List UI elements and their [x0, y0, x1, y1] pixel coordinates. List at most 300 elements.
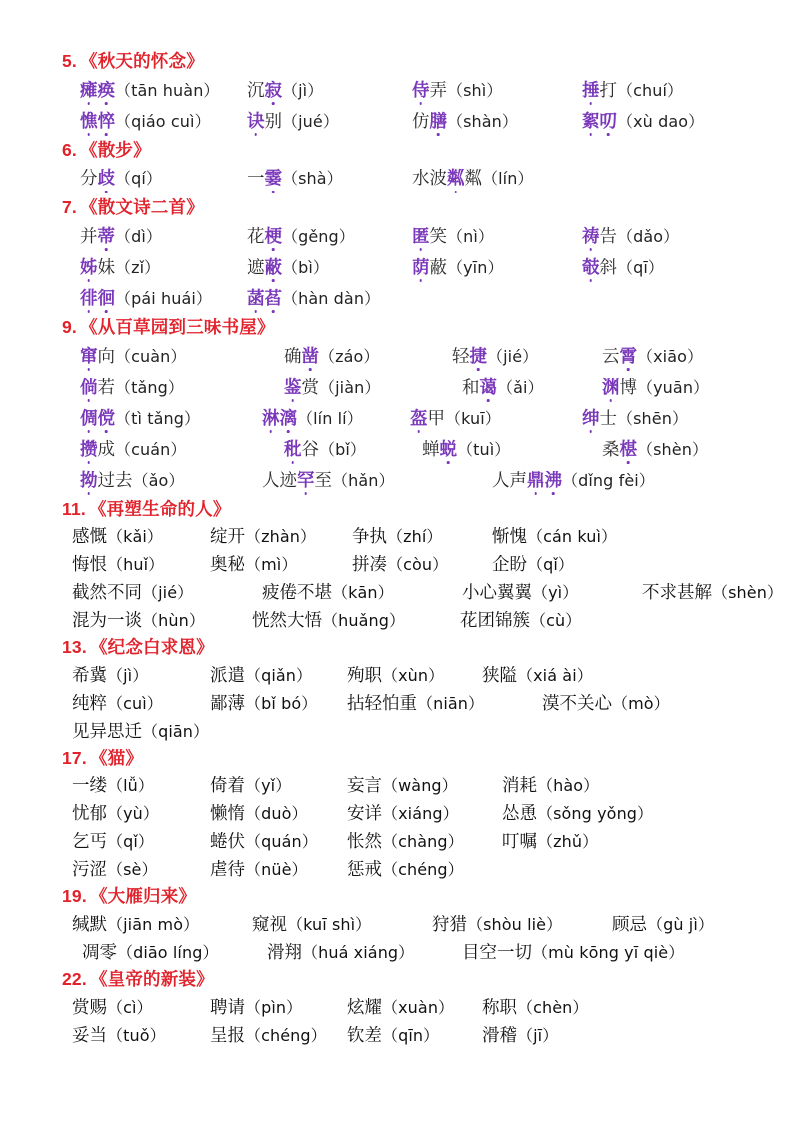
section-19 — [62, 886, 775, 966]
word-entry — [210, 993, 302, 1022]
section-rows — [62, 661, 775, 745]
pinyin-annotation: （shèn） — [712, 583, 784, 603]
section-heading — [62, 886, 775, 907]
word-entry — [247, 221, 355, 252]
word-entry — [612, 910, 714, 939]
section-rows — [62, 163, 775, 194]
word-entry — [492, 550, 574, 579]
highlight-char: 膳 — [430, 106, 448, 137]
highlighted-chars — [284, 377, 302, 397]
highlight-char: 叨 — [600, 106, 618, 137]
word-suffix: 斜 — [599, 256, 617, 277]
word-entry — [80, 434, 186, 465]
word-text: 不求甚解 — [642, 582, 712, 603]
word-entry — [452, 341, 538, 372]
highlighted-chars — [284, 439, 302, 459]
pinyin-annotation: （shòu liè） — [467, 915, 563, 935]
pinyin-annotation: （dǎo） — [617, 226, 680, 246]
word-text: 拈轻怕重 — [347, 692, 417, 713]
highlight-char: 徘 — [80, 283, 98, 314]
word-entry — [80, 252, 160, 283]
word-entry — [80, 283, 212, 314]
word-entry — [262, 465, 395, 496]
word-prefix: 并 — [80, 225, 98, 246]
section-number: 22. — [62, 969, 87, 990]
word-entry — [262, 578, 394, 607]
word-entry — [412, 75, 502, 106]
pinyin-annotation: （yǐ） — [245, 776, 292, 796]
highlight-char: 鉴 — [284, 372, 302, 403]
word-prefix: 人声 — [492, 469, 527, 490]
word-entry — [642, 578, 783, 607]
highlight-char: 痪 — [98, 75, 116, 106]
word-entry — [582, 75, 683, 106]
highlighted-chars — [262, 408, 297, 428]
pinyin-annotation: （jì） — [282, 80, 324, 100]
highlight-char: 蔽 — [265, 252, 283, 283]
highlighted-chars — [412, 226, 430, 246]
pinyin-annotation: （duò） — [245, 804, 308, 824]
word-text: 拼凑 — [352, 554, 387, 575]
pinyin-annotation: （xiāo） — [637, 346, 704, 366]
word-entry — [347, 1021, 439, 1050]
word-text: 聘请 — [210, 996, 245, 1017]
highlight-char: 菡 — [247, 283, 265, 314]
section-title-text: 《大雁归来》 — [89, 886, 197, 907]
section-title-text: 《从百草园到三味书屋》 — [80, 316, 275, 337]
word-text: 混为一谈 — [72, 610, 142, 631]
pinyin-annotation: （bǐ） — [319, 439, 367, 459]
section-rows — [62, 341, 775, 496]
word-entry — [72, 1021, 166, 1050]
pinyin-annotation: （cì） — [107, 997, 153, 1017]
word-suffix: 若 — [97, 376, 115, 397]
word-entry — [210, 1021, 327, 1050]
highlight-char: 盔 — [410, 403, 428, 434]
word-row — [62, 75, 775, 106]
pinyin-annotation: （jué） — [282, 111, 339, 131]
pinyin-annotation: （lǚ） — [107, 776, 154, 796]
section-7 — [62, 197, 775, 314]
word-entry — [502, 771, 599, 800]
word-entry — [347, 799, 459, 828]
section-rows — [62, 910, 775, 966]
pinyin-annotation: （mì） — [245, 555, 298, 575]
highlight-char: 捶 — [582, 75, 600, 106]
word-text: 一缕 — [72, 775, 107, 796]
word-text: 争执 — [352, 526, 387, 547]
highlight-char: 渊 — [602, 372, 620, 403]
word-entry — [80, 221, 162, 252]
highlighted-chars — [247, 288, 282, 308]
highlight-char: 攒 — [80, 434, 98, 465]
section-heading — [62, 748, 775, 769]
highlight-char: 悴 — [98, 106, 116, 137]
word-text: 怂恿 — [502, 803, 537, 824]
pinyin-annotation: （huǐ） — [107, 555, 165, 575]
word-text: 目空一切 — [462, 942, 532, 963]
pinyin-annotation: （yù） — [107, 804, 160, 824]
word-prefix: 确 — [284, 345, 302, 366]
highlighted-chars — [98, 226, 116, 246]
word-text: 漠不关心 — [542, 692, 612, 713]
word-text: 凋零 — [82, 942, 117, 963]
pinyin-annotation: （cuán） — [115, 439, 187, 459]
word-row — [62, 465, 775, 496]
word-prefix: 人迹 — [262, 469, 297, 490]
word-entry — [284, 434, 366, 465]
word-suffix: 妹 — [97, 256, 115, 277]
word-entry — [460, 606, 581, 635]
word-text: 蜷伏 — [210, 831, 245, 852]
section-6 — [62, 140, 775, 195]
pinyin-annotation: （tuǒ） — [107, 1025, 166, 1045]
word-entry — [247, 75, 323, 106]
section-17 — [62, 748, 775, 884]
pinyin-annotation: （bì） — [282, 257, 330, 277]
highlighted-chars — [582, 257, 600, 277]
pinyin-annotation: （xiáng） — [382, 804, 459, 824]
highlight-char: 荫 — [412, 252, 430, 283]
pinyin-annotation: （shēn） — [617, 408, 689, 428]
word-entry — [72, 910, 199, 939]
highlighted-chars — [265, 80, 283, 100]
word-entry — [72, 717, 209, 746]
highlight-char: 歧 — [98, 163, 116, 194]
word-row — [62, 910, 775, 938]
highlight-char: 徊 — [98, 283, 116, 314]
word-row — [62, 550, 775, 578]
highlight-char: 绅 — [582, 403, 600, 434]
section-title-text: 《再塑生命的人》 — [88, 498, 231, 519]
highlight-char: 椹 — [620, 434, 638, 465]
pinyin-annotation: （dì） — [115, 226, 163, 246]
pinyin-annotation: （pái huái） — [115, 288, 213, 308]
highlight-char: 鼎 — [527, 465, 545, 496]
word-text: 疲倦不堪 — [262, 582, 332, 603]
section-13 — [62, 637, 775, 745]
pinyin-annotation: （xiá ài） — [517, 665, 593, 685]
pinyin-annotation: （yuān） — [637, 377, 710, 397]
pinyin-annotation: （shì） — [447, 80, 503, 100]
word-entry — [72, 578, 193, 607]
word-text: 叮嘱 — [502, 831, 537, 852]
section-title-text: 《皇帝的新装》 — [89, 969, 214, 990]
pinyin-annotation: （qí） — [115, 169, 163, 189]
pinyin-annotation: （tǎng） — [115, 377, 184, 397]
word-prefix: 桑 — [602, 438, 620, 459]
highlight-char: 窜 — [80, 341, 98, 372]
word-entry — [252, 910, 371, 939]
pinyin-annotation: （jiàn） — [319, 377, 381, 397]
pinyin-annotation: （zhàn） — [245, 527, 317, 547]
section-number: 7. — [62, 197, 77, 218]
pinyin-annotation: （xuàn） — [382, 997, 455, 1017]
word-text: 狭隘 — [482, 664, 517, 685]
highlighted-chars — [620, 346, 638, 366]
highlight-char: 倘 — [80, 372, 98, 403]
word-entry — [582, 106, 704, 137]
word-text: 小心翼翼 — [462, 582, 532, 603]
highlight-char: 蒂 — [98, 221, 116, 252]
word-entry — [72, 771, 154, 800]
word-entry — [347, 661, 444, 690]
highlight-char: 傥 — [98, 403, 116, 434]
word-entry — [72, 799, 159, 828]
word-prefix: 水波 — [412, 168, 447, 189]
highlight-char: 蜕 — [440, 434, 458, 465]
word-entry — [347, 827, 464, 856]
word-text: 妄言 — [347, 775, 382, 796]
word-entry — [412, 252, 504, 283]
pinyin-annotation: （dǐng fèi） — [562, 470, 655, 490]
pinyin-annotation: （jié） — [487, 346, 539, 366]
section-rows — [62, 771, 775, 883]
word-entry — [422, 434, 510, 465]
pinyin-annotation: （sè） — [107, 860, 158, 880]
word-entry — [582, 252, 664, 283]
highlight-char: 寂 — [265, 75, 283, 106]
highlighted-chars — [80, 408, 115, 428]
word-entry — [347, 689, 484, 718]
word-entry — [432, 910, 562, 939]
pinyin-annotation: （mù kōng yī qiè） — [532, 943, 685, 963]
word-entry — [347, 771, 458, 800]
word-suffix: 赏 — [301, 376, 319, 397]
word-text: 称职 — [482, 996, 517, 1017]
pinyin-annotation: （chuí） — [617, 80, 684, 100]
section-heading — [62, 499, 775, 520]
word-entry — [462, 578, 578, 607]
pinyin-annotation: （qiǎn） — [245, 665, 313, 685]
pinyin-annotation: （wàng） — [382, 776, 458, 796]
word-text: 消耗 — [502, 775, 537, 796]
word-entry — [82, 938, 219, 967]
section-number: 9. — [62, 316, 77, 337]
word-entry — [247, 283, 380, 314]
section-number: 6. — [62, 139, 77, 160]
section-rows — [62, 993, 775, 1049]
word-prefix: 轻 — [452, 345, 470, 366]
pinyin-annotation: （yì） — [532, 583, 579, 603]
word-entry — [210, 855, 308, 884]
pinyin-annotation: （xù dao） — [617, 111, 705, 131]
word-suffix: 笑 — [429, 225, 447, 246]
word-entry — [210, 522, 316, 551]
pinyin-annotation: （chèn） — [517, 997, 589, 1017]
section-number: 5. — [62, 51, 77, 71]
pinyin-annotation: （pìn） — [245, 997, 303, 1017]
pinyin-annotation: （ǎo） — [132, 470, 185, 490]
word-text: 企盼 — [492, 554, 527, 575]
highlight-char: 罕 — [297, 465, 315, 496]
highlight-char: 攲 — [582, 252, 600, 283]
word-entry — [412, 163, 534, 194]
word-text: 钦差 — [347, 1024, 382, 1045]
highlight-char: 匿 — [412, 221, 430, 252]
word-suffix: 告 — [599, 225, 617, 246]
word-text: 妥当 — [72, 1024, 107, 1045]
word-entry — [72, 993, 153, 1022]
highlighted-chars — [98, 168, 116, 188]
word-entry — [72, 689, 163, 718]
word-entry — [582, 221, 679, 252]
section-9 — [62, 317, 775, 496]
highlighted-chars — [80, 80, 115, 100]
word-text: 倚着 — [210, 775, 245, 796]
word-row — [62, 522, 775, 550]
word-entry — [412, 221, 494, 252]
word-entry — [72, 661, 148, 690]
highlighted-chars — [80, 377, 98, 397]
highlighted-chars — [412, 80, 430, 100]
word-row — [62, 1021, 775, 1049]
word-entry — [72, 855, 158, 884]
highlight-char: 诀 — [247, 106, 265, 137]
pinyin-annotation: （lín） — [482, 169, 534, 189]
pinyin-annotation: （quán） — [245, 832, 318, 852]
word-row — [62, 855, 775, 883]
word-entry — [482, 1021, 558, 1050]
word-entry — [284, 341, 380, 372]
word-suffix: 成 — [97, 438, 115, 459]
pinyin-annotation: （yīn） — [447, 257, 504, 277]
section-number: 13. — [62, 637, 87, 658]
pinyin-annotation: （qǐ） — [107, 832, 155, 852]
word-row — [62, 827, 775, 855]
pinyin-annotation: （zhǔ） — [537, 832, 599, 852]
pinyin-annotation: （hào） — [537, 776, 600, 796]
word-entry — [492, 522, 617, 551]
word-row — [62, 717, 775, 745]
section-rows — [62, 522, 784, 634]
pinyin-annotation: （sǒng yǒng） — [537, 804, 654, 824]
word-suffix: 甲 — [427, 407, 445, 428]
word-entry — [210, 771, 291, 800]
section-heading — [62, 51, 775, 72]
pinyin-annotation: （huǎng） — [322, 611, 406, 631]
highlighted-chars — [265, 257, 283, 277]
word-entry — [72, 550, 164, 579]
word-entry — [80, 75, 220, 106]
word-prefix: 遮 — [247, 256, 265, 277]
word-text: 缄默 — [72, 914, 107, 935]
word-entry — [462, 372, 544, 403]
word-suffix: 打 — [599, 79, 617, 100]
highlighted-chars — [620, 439, 638, 459]
word-suffix: 过去 — [97, 469, 133, 490]
pinyin-annotation: （kǎi） — [107, 527, 164, 547]
word-entry — [502, 827, 598, 856]
word-entry — [462, 938, 684, 967]
pinyin-annotation: （shà） — [282, 169, 343, 189]
section-title-text: 《散步》 — [80, 139, 151, 160]
highlight-char: 秕 — [284, 434, 302, 465]
section-number: 19. — [62, 886, 87, 907]
word-row — [62, 221, 775, 252]
word-prefix: 分 — [80, 168, 98, 189]
highlight-char: 漓 — [280, 403, 298, 434]
highlighted-chars — [80, 346, 98, 366]
word-row — [62, 403, 775, 434]
highlight-char: 絮 — [582, 106, 600, 137]
word-entry — [410, 403, 501, 434]
word-entry — [602, 434, 708, 465]
section-heading — [62, 637, 775, 658]
pinyin-annotation: （hùn） — [142, 611, 205, 631]
word-text: 虐待 — [210, 859, 245, 880]
word-entry — [352, 522, 443, 551]
word-row — [62, 993, 775, 1021]
word-prefix: 和 — [462, 376, 480, 397]
pinyin-annotation: （niān） — [417, 693, 485, 713]
word-text: 安详 — [347, 803, 382, 824]
highlight-char: 捷 — [470, 341, 488, 372]
word-entry — [80, 341, 186, 372]
word-suffix: 谷 — [301, 438, 319, 459]
word-entry — [247, 106, 339, 137]
word-prefix: 云 — [602, 345, 620, 366]
section-rows — [62, 221, 775, 314]
word-entry — [80, 106, 211, 137]
highlighted-chars — [80, 111, 115, 131]
word-entry — [492, 465, 655, 496]
pinyin-annotation: （zǐ） — [115, 257, 161, 277]
word-row — [62, 938, 775, 966]
pinyin-annotation: （kuī） — [445, 408, 501, 428]
word-text: 见异思迁 — [72, 720, 142, 741]
word-row — [62, 163, 775, 194]
pinyin-annotation: （jiān mò） — [107, 915, 200, 935]
highlighted-chars — [410, 408, 428, 428]
word-entry — [210, 827, 318, 856]
word-suffix: 向 — [97, 345, 115, 366]
word-text: 悔恨 — [72, 554, 107, 575]
highlight-char: 霎 — [265, 163, 283, 194]
section-number: 17. — [62, 747, 87, 768]
word-text: 鄙薄 — [210, 692, 245, 713]
highlighted-chars — [440, 439, 458, 459]
word-prefix: 花 — [247, 225, 265, 246]
word-text: 滑翔 — [267, 942, 302, 963]
highlight-char: 淋 — [262, 403, 280, 434]
highlight-char: 粼 — [447, 163, 465, 194]
pinyin-annotation: （tān huàn） — [115, 80, 220, 100]
pinyin-annotation: （nì） — [447, 226, 494, 246]
word-row — [62, 661, 775, 689]
word-row — [62, 252, 775, 283]
word-entry — [252, 606, 405, 635]
pinyin-annotation: （cuì） — [107, 693, 163, 713]
word-entry — [72, 827, 154, 856]
word-entry — [247, 163, 343, 194]
word-prefix: 一 — [247, 168, 265, 189]
highlight-char: 姊 — [80, 252, 98, 283]
highlight-char: 沸 — [545, 465, 563, 496]
word-text: 懒惰 — [210, 803, 245, 824]
word-text: 乞丐 — [72, 831, 107, 852]
pinyin-annotation: （tuì） — [457, 439, 511, 459]
highlighted-chars — [582, 111, 617, 131]
highlight-char: 侍 — [412, 75, 430, 106]
pinyin-annotation: （qīn） — [382, 1025, 440, 1045]
pinyin-annotation: （jì） — [107, 665, 149, 685]
word-entry — [542, 689, 670, 718]
word-text: 忧郁 — [72, 803, 107, 824]
pinyin-annotation: （qī） — [617, 257, 665, 277]
word-row — [62, 283, 775, 314]
highlighted-chars — [470, 346, 488, 366]
